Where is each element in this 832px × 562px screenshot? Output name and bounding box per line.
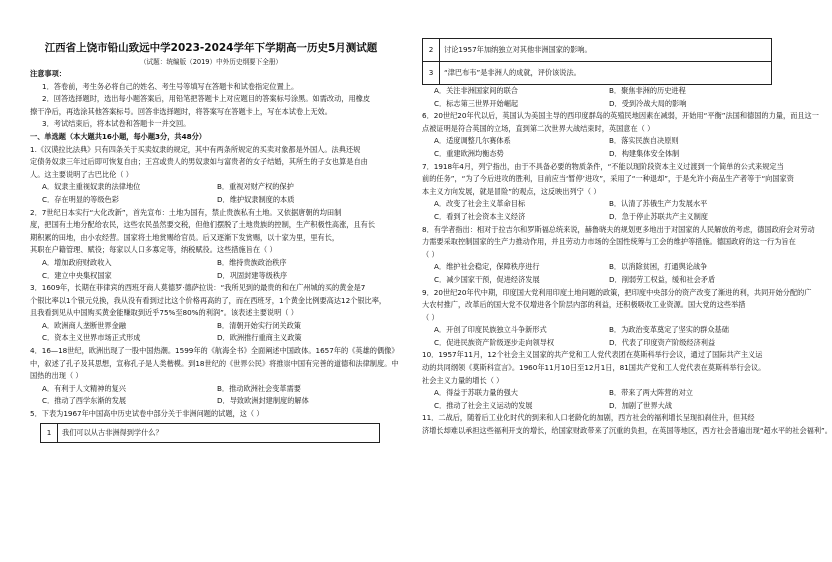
- question: [30, 408, 392, 421]
- answer-option: A．奴隶主重视奴隶的法律地位: [42, 182, 141, 192]
- option-a: A．关注非洲国家间的联合: [434, 86, 518, 95]
- table-row-text: “津巴布韦”是非洲人的成就，评价该说法。: [440, 62, 772, 85]
- option-b: B．聚焦非洲的历史进程: [609, 86, 686, 95]
- answer-option: C．看到了社会资本主义经济: [434, 211, 526, 221]
- question-text: 定债务奴隶三年过后即可恢复自由；王宫或贵人的男奴隶如与富贵者的女子结婚，其所生的子女也算是自由: [30, 157, 368, 167]
- question-text: 度，把国有土地分配给农民，这些农民虽然要交税，但他们摆脱了土地贵族的控制，生产积极性高涨，且有长: [30, 220, 376, 230]
- question-text: 个银比率以1个银元兑换，我从没有看到过比这个价格再高的了，而在西班牙，1个黄金比例要高达12个银比率，: [30, 295, 387, 305]
- q5-table: [40, 423, 380, 443]
- answer-option: B．清朝开始实行闭关政策: [217, 320, 301, 330]
- question-text: 8．有学者指出：相对于拉吉尔和罗斯福总统来说，赫鲁晓夫的规划更多地出于对国家的人民解放的考虑，德国政府会对劳动: [422, 224, 815, 234]
- question: [422, 287, 812, 350]
- answer-option: C．推动了西学东渐的发展: [42, 396, 127, 406]
- question-text: 济增长却难以承担这些福利开支的增长，给国家财政带来了沉重的负担，在英国等地区，西方社会普遍出现“超水平的社会福利”。: [422, 426, 832, 436]
- notice-heading: 注意事项：: [30, 69, 66, 78]
- answer-option: A．增加政府财政收入: [42, 257, 112, 267]
- question-text: 社会主义力量的增长（ ）: [422, 375, 504, 385]
- answer-option: A．适度调整几尔赛体系: [434, 136, 511, 146]
- q5-options: [422, 85, 784, 110]
- question-text: 9．20世纪20年代中期，印度国大党利用印度土地问题的政策，把印度中央部分的资产改变了渐进的利，共同开始分配的广: [422, 287, 812, 297]
- answer-option: D．导致欧洲封建制度的解体: [217, 396, 309, 406]
- table-row: [423, 39, 772, 62]
- table-row-number: 2: [423, 39, 440, 62]
- answer-option: A．维护社会稳定，保障秩序进行: [434, 262, 540, 272]
- answer-option: B．落实民族自决原则: [609, 136, 679, 146]
- question-text: 其职在户籍管理、赋役；每家以人口多寡定等，纳税赋役。这些措施旨在（ ）: [30, 245, 277, 255]
- question-text: 前的任务”，“为了今后进攻的胜利，目前应当‘暂停’进攻”，采用了“一种退却”，于是允许小商品生产者等于“向国家资: [422, 174, 794, 184]
- answer-option: D．加剧了世界大战: [609, 400, 673, 410]
- notice-2-cont: 擦干净后，再选涂其他答案标号。回答非选择题时，将答案写在答题卡上，写在本试卷上无效。: [30, 106, 332, 116]
- answer-option: C．建立中央集权国家: [42, 270, 112, 280]
- section-heading: 一、单选题（本大题共16小题，每小题3分，共48分）: [30, 131, 206, 141]
- question-text: 6．20世纪20年代以后，英国认为美国主导的西印度群岛的英殖民地因素在减弱，开始用“平衡”法国和德国的力量，而且这一: [422, 111, 819, 121]
- question-options: [30, 181, 392, 206]
- question-text: 点被证明是符合英国的立场，直到第二次世界大战结束时，英国意在（ ）: [422, 123, 655, 133]
- question-text: 2．7世纪日本实行“大化改新”，首先宣布：土地为国有，禁止贵族私有土地。又依据唐朝的均田制: [30, 207, 342, 217]
- question: [422, 110, 819, 160]
- question: [422, 412, 832, 437]
- question: [422, 161, 794, 224]
- answer-option: B．认清了苏俄生产力发展水平: [609, 199, 708, 209]
- answer-option: B．为政治变革奠定了坚实的群众基础: [609, 325, 729, 335]
- answer-option: A．欧洲商人垄断世界金融: [42, 320, 126, 330]
- question-text: （ ）: [422, 312, 439, 322]
- question-text: 5．下表为1967年中国高中历史试卷中部分关于非洲问题的试题，这（ ）: [30, 409, 264, 419]
- question: [422, 349, 784, 412]
- answer-option: D．维护奴隶制度的本质: [217, 194, 295, 204]
- answer-option: A．得益于苏联力量的强大: [434, 388, 518, 398]
- answer-option: D．构建集体安全体制: [609, 148, 680, 158]
- question-text: 3．1609年，长期在菲律宾的西班牙商人莫德罗·德萨拉说：“我所见到的最贵的和在广州城的买的黄金是7: [30, 283, 366, 293]
- question-text: 期积累的田地，由小农经营。国家将土地赏赐给官员。后又逐渐下发赏赐，以十家为里，里有长，: [30, 232, 340, 242]
- question-options: [30, 257, 392, 282]
- answer-option: B．推动欧洲社会变革需要: [217, 383, 301, 393]
- question: [30, 345, 399, 408]
- notice-3: 3．考试结束后，将本试卷和答题卡一并交回。: [42, 119, 191, 129]
- question: [30, 207, 392, 283]
- question-options: [422, 387, 784, 412]
- question-text: 人。这主要说明了古巴比伦（ ）: [30, 169, 133, 179]
- answer-option: C．存在明显的等级色彩: [42, 194, 119, 204]
- question-options: [30, 320, 392, 345]
- table-row-number: 3: [423, 62, 440, 85]
- table-row: [41, 423, 380, 442]
- answer-option: A．开创了印度民族独立斗争新形式: [434, 325, 547, 335]
- answer-option: D．欧洲推行重商主义政策: [217, 333, 302, 343]
- answer-option: C．推动了社会主义运动的发展: [434, 400, 533, 410]
- exam-subtitle: （试题：统编版（2019）中外历史纲要下全册）: [139, 58, 283, 66]
- question-text: 国热的出现（ ）: [30, 371, 83, 381]
- answer-option: A．改变了社会主义革命目标: [434, 199, 526, 209]
- notice-2: 2．回答选择题时，选出每小题答案后，用铅笔把答题卡上对应题目的答案标号涂黑。如需改动，用橡皮: [42, 94, 371, 104]
- right-question-list: [422, 110, 832, 437]
- right-column: [422, 0, 832, 562]
- question-text: 11．二战后，随着后工业化时代的到来和人口老龄化的加剧，西方社会的福利增长呈现扣刹住升，但其经: [422, 413, 755, 423]
- question-options: [422, 198, 784, 223]
- question-text: 力需要采取控制国家的生产力推动作用，并且劳动力市场的全国性统筹与工会的维护等措施。德国政府的这一行为旨在: [422, 237, 796, 247]
- question-options: [422, 135, 784, 160]
- question-text: 中，叙述了孔子及其思想，宣称孔子是人类楷模。到18世纪的《世界公民》将推崇中国有完善的道德和法律制度。中: [30, 358, 399, 368]
- answer-option: D．削弱劳工权益，缓和社会矛盾: [609, 274, 716, 284]
- question-options: [422, 324, 784, 349]
- answer-option: D．急于停止苏联共产主义制度: [609, 211, 708, 221]
- question: [30, 282, 392, 345]
- question-options: [422, 261, 784, 286]
- question-text: 7．1918年4月，列宁指出，由于不具备必要的物质条件，“不能以现阶段资本主义过渡到一个简单的公式来规定当: [422, 161, 784, 171]
- question-text: 1.《汉谟拉比法典》只有四条关于买卖奴隶的规定，其中有两条所规定的买卖对象都是外国人。法典还规: [30, 144, 361, 154]
- question-text: 4．16—18世纪，欧洲出现了一股中国热潮。1599年的《航海全书》全面阐述中国政体。1657年的《英雄的偶像》: [30, 346, 399, 356]
- table-row: [423, 62, 772, 85]
- left-column: [30, 0, 399, 562]
- question-options: [30, 383, 392, 408]
- answer-option: C．资本主义世界市场正式形成: [42, 333, 141, 343]
- option-d: D．受到冷战大局的影响: [609, 98, 687, 108]
- question-text: 大农村推广，改革后的国大党不仅增进各个阶层内部的利益，还积极吸收工业资源。国大党的这些举措: [422, 300, 746, 310]
- notice-1: 1．答卷前，考生务必将自己的姓名、考生号等填写在答题卡和试卷指定位置上。: [42, 81, 299, 91]
- question-text: 动的共同纲领《莫斯科宣言》。1960年11月10日至12月1日，81国共产党和工人党代表在莫斯科举行会议。: [422, 363, 766, 373]
- answer-option: B．以消除贫困，打通舆论战争: [609, 262, 708, 272]
- table-row-number: 1: [41, 423, 58, 442]
- answer-option: B．重视对财产权的保护: [217, 182, 294, 192]
- answer-option: D．代表了印度资产阶级经济利益: [609, 337, 716, 347]
- exam-title: 江西省上饶市铅山致远中学2023-2024学年下学期高一历史5月测试题: [44, 42, 378, 54]
- answer-option: C．减少国家干预，促进经济发展: [434, 274, 540, 284]
- answer-option: B．维持贵族政治秩序: [217, 257, 287, 267]
- question: [30, 144, 392, 207]
- q5-table-continued: [422, 38, 772, 85]
- question: [422, 224, 815, 287]
- table-row-text: 我们可以从古非洲得到学什么？: [58, 423, 380, 442]
- answer-option: B．带来了两大阵营的对立: [609, 388, 693, 398]
- question-text: 且我看到见从中国购买黄金能赚取到近乎75%至80%的利润”。该表述主要说明（ ）: [30, 308, 298, 318]
- table-row-text: 讨论1957年加纳独立对其他非洲国家的影响。: [440, 39, 772, 62]
- answer-option: D．巩固封建等级秩序: [217, 270, 288, 280]
- question-text: 本主义方向发展，就是冒险”的观点，这反映出列宁（ ）: [422, 186, 601, 196]
- answer-option: C．重建欧洲均衡态势: [434, 148, 504, 158]
- option-c: C．标志第三世界开始崛起: [434, 98, 519, 108]
- question-text: 10．1957年11月，12个社会主义国家的共产党和工人党代表团在莫斯科举行会议，通过了国际共产主义运: [422, 350, 763, 360]
- answer-option: C．促进民族资产阶级逐步走向领导权: [434, 337, 555, 347]
- answer-option: A．有利于人文精神的复兴: [42, 383, 126, 393]
- left-question-list: [30, 144, 399, 421]
- question-text: （ ）: [422, 249, 439, 259]
